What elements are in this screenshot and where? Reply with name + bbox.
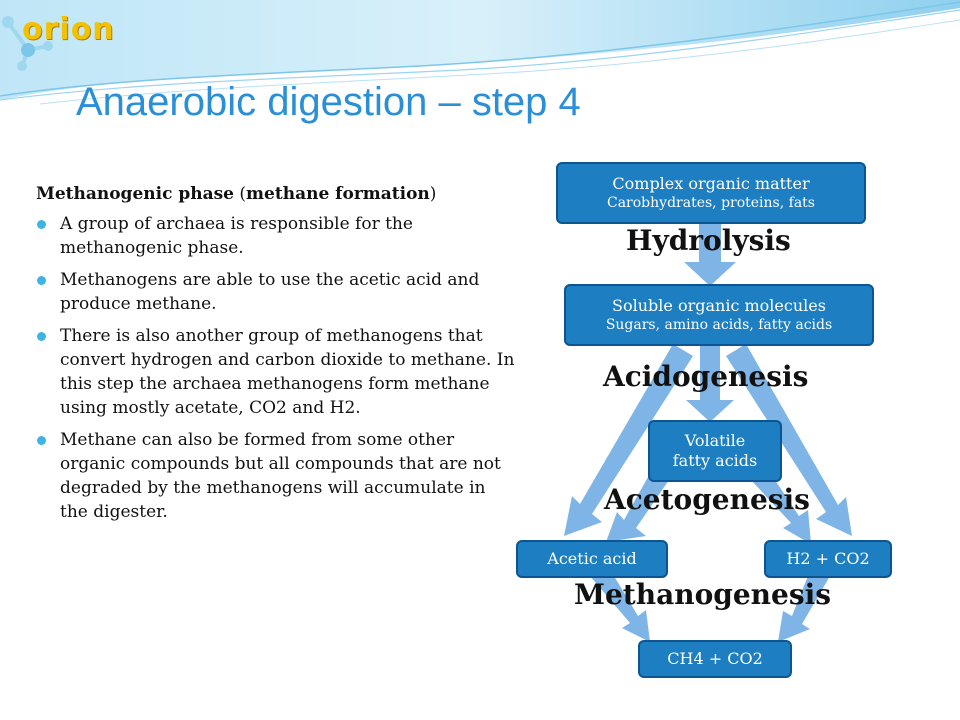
node-label: Soluble organic molecules xyxy=(612,295,826,315)
bullet-item: Methane can also be formed from some other organic compounds but all compounds that are not degraded by the methanogens will accumulate in the digester. xyxy=(36,428,516,524)
bullet-item: There is also another group of methanogens that convert hydrogen and carbon dioxide to methane. In this step the archaea methanogens form methane using mostly acetate, CO2 and H2. xyxy=(36,324,516,420)
node-label: H2 + CO2 xyxy=(786,549,870,568)
intro-bold: Methanogenic phase xyxy=(36,184,234,204)
node-h2-co2 xyxy=(764,540,892,578)
node-soluble-organic-molecules xyxy=(564,284,874,346)
node-volatile-fatty-acids xyxy=(648,420,782,482)
node-label: CH4 + CO2 xyxy=(667,649,763,668)
intro-bold-2: methane formation xyxy=(246,184,430,204)
node-label: Complex organic matter xyxy=(612,173,810,193)
anaerobic-digestion-diagram xyxy=(500,150,960,710)
stage-hydrolysis: Hydrolysis xyxy=(626,224,791,257)
bullet-item: A group of archaea is responsible for the methanogenic phase. xyxy=(36,212,516,260)
node-sublabel: Carobhydrates, proteins, fats xyxy=(607,194,815,211)
node-complex-organic-matter xyxy=(556,162,866,224)
intro-paren-close: ) xyxy=(429,184,437,204)
node-acetic-acid xyxy=(516,540,668,578)
stage-acetogenesis: Acetogenesis xyxy=(604,483,810,516)
stage-methanogenesis: Methanogenesis xyxy=(574,578,832,611)
node-label: Acetic acid xyxy=(547,549,637,568)
bullet-item: Methanogens are able to use the acetic acid and produce methane. xyxy=(36,268,516,316)
intro-paren-open: ( xyxy=(234,184,247,204)
node-label: fatty acids xyxy=(672,451,758,470)
node-label: Volatile xyxy=(684,431,746,450)
node-sublabel: Sugars, amino acids, fatty acids xyxy=(605,316,833,333)
slide-title: Anaerobic digestion – step 4 xyxy=(76,80,581,124)
orion-logo: orion xyxy=(22,12,115,47)
intro-line xyxy=(36,182,516,206)
text-column xyxy=(36,182,516,532)
bullet-list xyxy=(36,212,516,524)
stage-acidogenesis: Acidogenesis xyxy=(603,360,809,393)
node-ch4-co2 xyxy=(638,640,792,678)
